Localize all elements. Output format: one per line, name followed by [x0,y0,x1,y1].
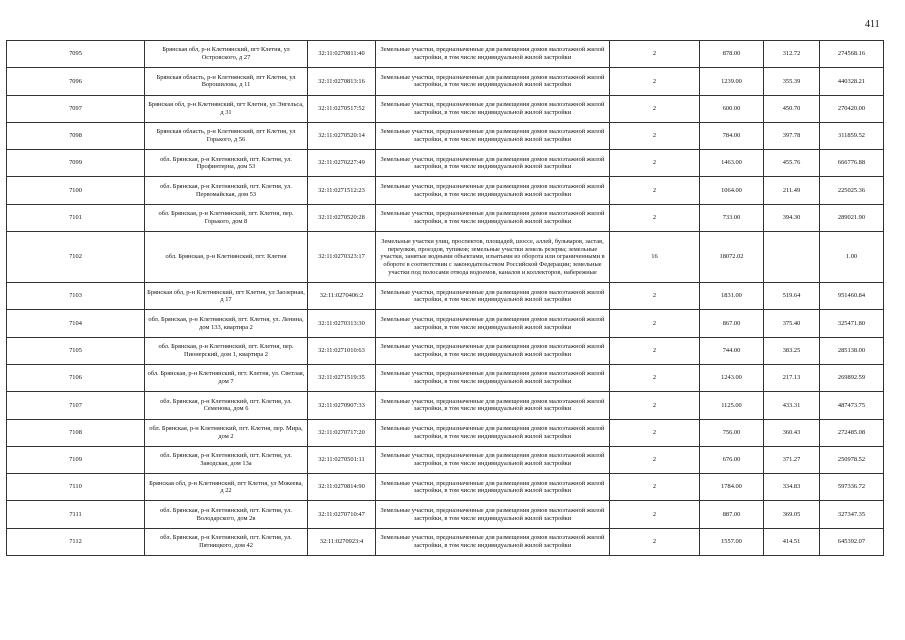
address-cell: обл. Брянская, р-н Клетнянский, пгт. Клетня, ул. Пятницкого, дом 42 [145,528,308,555]
cadastral-number-cell: 32:11:0270923:4 [308,528,376,555]
land-use-cell: Земельные участки, предназначенные для размещения домов малоэтажной жилой застройки, в том числе индивидуальной жилой застройки [376,95,610,122]
address-cell: Брянская обл, р-н Клетнянский, пгт Клетня, ул Островского, д 27 [145,41,308,68]
specific-value-cell: 397.78 [764,122,820,149]
group-cell: 2 [610,364,700,391]
area-cell: 733.00 [700,204,764,231]
cadastral-value-cell: 325471.80 [820,310,884,337]
address-cell: обл. Брянская, р-н Клетнянский, пгт. Клетня, пер. Пионерский, дом 1, квартира 2 [145,337,308,364]
group-cell: 2 [610,501,700,528]
area-cell: 1784.00 [700,474,764,501]
specific-value-cell: 414.51 [764,528,820,555]
land-use-cell: Земельные участки, предназначенные для размещения домов малоэтажной жилой застройки, в том числе индивидуальной жилой застройки [376,501,610,528]
cadastral-number-cell: 32:11:0270811:40 [308,41,376,68]
cadastral-value-cell: 487473.75 [820,392,884,419]
cadastral-value-cell: 270420.00 [820,95,884,122]
cadastral-number-cell: 32:11:0270907:33 [308,392,376,419]
cadastral-value-cell: 597336.72 [820,474,884,501]
area-cell: 18072.02 [700,232,764,283]
land-use-cell: Земельные участки, предназначенные для размещения домов малоэтажной жилой застройки, в том числе индивидуальной жилой застройки [376,528,610,555]
land-use-cell: Земельные участки, предназначенные для размещения домов малоэтажной жилой застройки, в том числе индивидуальной жилой застройки [376,122,610,149]
address-cell: обл. Брянская, р-н Клетнянский, пгт. Клетня, ул. Первомайская, дом 53 [145,177,308,204]
address-cell: обл. Брянская, р-н Клетнянский, пгт. Клетня, пер. Мира, дом 2 [145,419,308,446]
table-row [7,283,884,310]
row-number-cell: 7101 [7,204,145,231]
specific-value-cell: 371.27 [764,446,820,473]
area-cell: 600.00 [700,95,764,122]
land-use-cell: Земельные участки, предназначенные для размещения домов малоэтажной жилой застройки, в том числе индивидуальной жилой застройки [376,446,610,473]
specific-value-cell: 355.39 [764,68,820,95]
area-cell: 867.00 [700,310,764,337]
specific-value-cell: 433.31 [764,392,820,419]
table-row [7,122,884,149]
cadastral-value-cell: 327347.35 [820,501,884,528]
area-cell: 1239.00 [700,68,764,95]
land-use-cell: Земельные участки, предназначенные для размещения домов малоэтажной жилой застройки, в том числе индивидуальной жилой застройки [376,68,610,95]
cadastral-value-cell: 269892.59 [820,364,884,391]
land-use-cell: Земельные участки, предназначенные для размещения домов малоэтажной жилой застройки, в том числе индивидуальной жилой застройки [376,310,610,337]
cadastral-value-cell: 666776.88 [820,150,884,177]
specific-value-cell: 312.72 [764,41,820,68]
address-cell: Брянская область, р-н Клетнянский, пгт Клетня, ул Ворошилова, д 11 [145,68,308,95]
address-cell: Брянская обл, р-н Клетнянский, пгт Клетня, ул Мокеева, д 22 [145,474,308,501]
row-number-cell: 7100 [7,177,145,204]
area-cell: 878.00 [700,41,764,68]
table-row [7,364,884,391]
table-row [7,474,884,501]
address-cell: обл. Брянская, р-н Клетнянский, пгт. Клетня, пер. Горького, дом 8 [145,204,308,231]
table-row [7,337,884,364]
land-use-cell: Земельные участки, предназначенные для размещения домов малоэтажной жилой застройки, в том числе индивидуальной жилой застройки [376,419,610,446]
group-cell: 2 [610,419,700,446]
area-cell: 784.00 [700,122,764,149]
cadastral-value-cell: 645392.07 [820,528,884,555]
address-cell: обл. Брянская, р-н Клетнянский, пгт. Клетня, ул. Ленина, дом 133, квартира 2 [145,310,308,337]
group-cell: 2 [610,204,700,231]
row-number-cell: 7109 [7,446,145,473]
cadastral-value-cell: 951460.84 [820,283,884,310]
page-number: 411 [865,19,880,30]
area-cell: 1557.00 [700,528,764,555]
specific-value-cell: 383.25 [764,337,820,364]
area-cell: 1125.00 [700,392,764,419]
table-row [7,446,884,473]
group-cell: 2 [610,283,700,310]
cadastral-value-cell: 289021.90 [820,204,884,231]
cadastral-number-cell: 32:11:0270501:11 [308,446,376,473]
land-use-cell: Земельные участки, предназначенные для размещения домов малоэтажной жилой застройки, в том числе индивидуальной жилой застройки [376,364,610,391]
area-cell: 887.00 [700,501,764,528]
row-number-cell: 7103 [7,283,145,310]
cadastral-number-cell: 32:11:0270323:17 [308,232,376,283]
group-cell: 16 [610,232,700,283]
land-use-cell: Земельные участки, предназначенные для размещения домов малоэтажной жилой застройки, в том числе индивидуальной жилой застройки [376,150,610,177]
land-use-cell: Земельные участки, предназначенные для размещения домов малоэтажной жилой застройки, в том числе индивидуальной жилой застройки [376,337,610,364]
table-row [7,501,884,528]
address-cell: Брянская область, р-н Клетнянский, пгт Клетня, ул Горького, д 56 [145,122,308,149]
group-cell: 2 [610,392,700,419]
cadastral-number-cell: 32:11:0270710:47 [308,501,376,528]
cadastral-value-cell: 311859.52 [820,122,884,149]
cadastral-value-cell: 274568.16 [820,41,884,68]
row-number-cell: 7097 [7,95,145,122]
cadastral-number-cell: 32:11:0270520:14 [308,122,376,149]
group-cell: 2 [610,95,700,122]
area-cell: 676.00 [700,446,764,473]
cadastral-value-cell: 440328.21 [820,68,884,95]
address-cell: обл. Брянская, р-н Клетнянский, пгт. Клетня, ул. Володарского, дом 2в [145,501,308,528]
group-cell: 2 [610,310,700,337]
row-number-cell: 7108 [7,419,145,446]
land-use-cell: Земельные участки, предназначенные для размещения домов малоэтажной жилой застройки, в том числе индивидуальной жилой застройки [376,204,610,231]
land-use-cell: Земельные участки, предназначенные для размещения домов малоэтажной жилой застройки, в том числе индивидуальной жилой застройки [376,41,610,68]
table-row [7,310,884,337]
cadastral-number-cell: 32:11:0271519:35 [308,364,376,391]
table-row [7,232,884,283]
land-use-cell: Земельные участки улиц, проспектов, площадей, шоссе, аллей, бульваров, застав, переулков, проездов, тупиков; земельные участки земель резерва; земельные участки, занятые водными объектами, изъятыми из оборота или ограниченными в обороте в соответствии с законодательством Российской Федерации; земельные участки под полосами отвода водоемов, каналов и коллекторов, набережные [376,232,610,283]
address-cell: обл. Брянская, р-н Клетнянский, пгт. Клетня, ул. Заводская, дом 13а [145,446,308,473]
table-body [7,41,884,556]
row-number-cell: 7095 [7,41,145,68]
specific-value-cell: 455.76 [764,150,820,177]
address-cell: Брянская обл, р-н Клетнянский, пгт Клетня, ул Энгельса, д 31 [145,95,308,122]
cadastral-number-cell: 32:11:0270406:2 [308,283,376,310]
group-cell: 2 [610,528,700,555]
row-number-cell: 7111 [7,501,145,528]
address-cell: обл. Брянская, р-н Клетнянский, пгт. Клетня, ул. Светлая, дом 7 [145,364,308,391]
table-row [7,204,884,231]
row-number-cell: 7106 [7,364,145,391]
cadastral-value-cell: 285138.00 [820,337,884,364]
row-number-cell: 7104 [7,310,145,337]
group-cell: 2 [610,177,700,204]
cadastral-number-cell: 32:11:0270517:52 [308,95,376,122]
table-row [7,150,884,177]
row-number-cell: 7110 [7,474,145,501]
group-cell: 2 [610,446,700,473]
land-use-cell: Земельные участки, предназначенные для размещения домов малоэтажной жилой застройки, в том числе индивидуальной жилой застройки [376,392,610,419]
row-number-cell: 7098 [7,122,145,149]
specific-value-cell: 450.70 [764,95,820,122]
table-row [7,419,884,446]
row-number-cell: 7105 [7,337,145,364]
row-number-cell: 7112 [7,528,145,555]
specific-value-cell [764,232,820,283]
address-cell: обл. Брянская, р-н Клетнянский, пгт. Клетня, ул. Профинтерна, дом 53 [145,150,308,177]
address-cell: обл. Брянская, р-н Клетнянский, пгт. Клетня [145,232,308,283]
cadastral-number-cell: 32:11:0270813:16 [308,68,376,95]
area-cell: 756.00 [700,419,764,446]
table-row [7,392,884,419]
cadastral-number-cell: 32:11:0271512:23 [308,177,376,204]
table-row [7,68,884,95]
table-row [7,528,884,555]
land-use-cell: Земельные участки, предназначенные для размещения домов малоэтажной жилой застройки, в том числе индивидуальной жилой застройки [376,283,610,310]
table-row [7,95,884,122]
row-number-cell: 7102 [7,232,145,283]
group-cell: 2 [610,122,700,149]
specific-value-cell: 369.05 [764,501,820,528]
specific-value-cell: 211.49 [764,177,820,204]
cadastral-number-cell: 32:11:0270814:90 [308,474,376,501]
cadastral-value-cell: 250978.52 [820,446,884,473]
area-cell: 1831.00 [700,283,764,310]
group-cell: 2 [610,337,700,364]
row-number-cell: 7107 [7,392,145,419]
cadastral-value-cell: 1.00 [820,232,884,283]
land-use-cell: Земельные участки, предназначенные для размещения домов малоэтажной жилой застройки, в том числе индивидуальной жилой застройки [376,474,610,501]
cadastral-number-cell: 32:11:0270717:20 [308,419,376,446]
cadastral-number-cell: 32:11:0270313:30 [308,310,376,337]
specific-value-cell: 519.64 [764,283,820,310]
group-cell: 2 [610,41,700,68]
cadastral-number-cell: 32:11:0270520:28 [308,204,376,231]
group-cell: 2 [610,474,700,501]
specific-value-cell: 334.83 [764,474,820,501]
specific-value-cell: 217.13 [764,364,820,391]
cadastral-value-cell: 225025.36 [820,177,884,204]
row-number-cell: 7096 [7,68,145,95]
group-cell: 2 [610,68,700,95]
area-cell: 1463.00 [700,150,764,177]
cadastral-number-cell: 32:11:0271010:63 [308,337,376,364]
address-cell: Брянская обл, р-н Клетнянский, пгт Клетня, ул Заозерная, д 17 [145,283,308,310]
address-cell: обл. Брянская, р-н Клетнянский, пгт. Клетня, ул. Семенова, дом 6 [145,392,308,419]
specific-value-cell: 375.40 [764,310,820,337]
specific-value-cell: 360.43 [764,419,820,446]
area-cell: 1243.00 [700,364,764,391]
area-cell: 1064.00 [700,177,764,204]
table-row [7,177,884,204]
group-cell: 2 [610,150,700,177]
table-row [7,41,884,68]
cadastral-value-cell: 272485.08 [820,419,884,446]
area-cell: 744.00 [700,337,764,364]
row-number-cell: 7099 [7,150,145,177]
cadastral-number-cell: 32:11:0270227:49 [308,150,376,177]
specific-value-cell: 394.30 [764,204,820,231]
cadastral-value-table [6,40,884,556]
land-use-cell: Земельные участки, предназначенные для размещения домов малоэтажной жилой застройки, в том числе индивидуальной жилой застройки [376,177,610,204]
